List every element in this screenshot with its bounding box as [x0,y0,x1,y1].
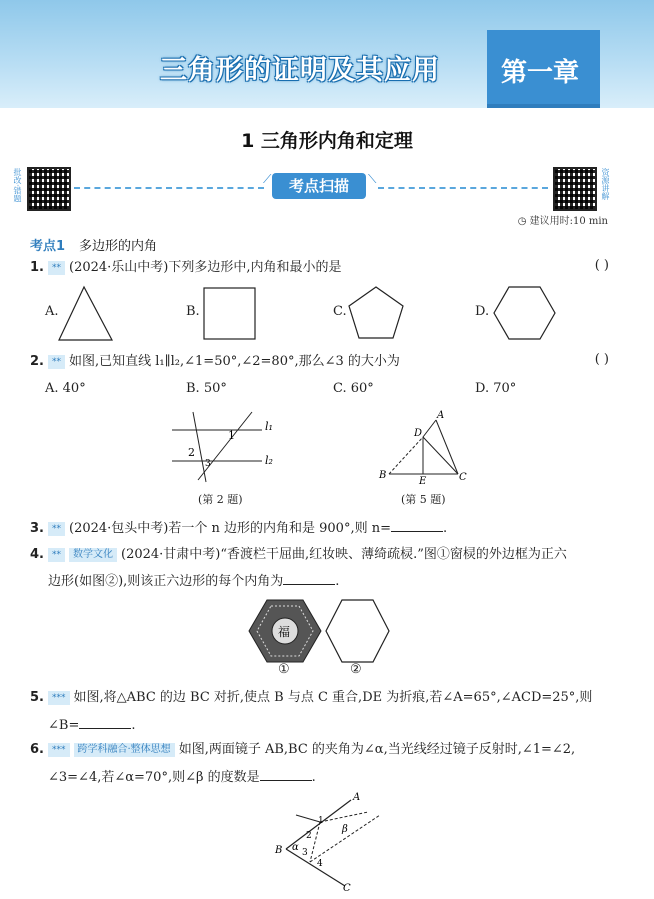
difficulty-stars: *** [48,691,70,705]
label-B: B [379,470,387,481]
label-A: A [437,410,445,421]
option-c: C. 60° [333,381,374,396]
angle-4: 4 [317,859,323,869]
angle-2: 2 [188,446,195,459]
banner-title: 三角形的证明及其应用 [160,55,440,86]
angle-1: 1 [318,816,324,826]
label-img2: ② [350,662,362,677]
label-l1: l₁ [265,420,273,433]
question-1: 1. ** (2024·乐山中考)下列多边形中,内角和最小的是 [30,260,342,275]
chapter-label: 第一章 [501,58,580,88]
option-d: D. [475,304,490,319]
clock-icon: ◷ [517,216,530,227]
label-B: B [275,845,283,856]
label-img1: ① [278,662,290,677]
caption-fig5: (第 5 题) [401,493,446,506]
question-6-line2: ∠3=∠4,若∠α=70°,则∠β 的度数是 . [48,766,316,788]
label-E: E [419,476,427,487]
option-b: B. [186,304,200,319]
difficulty-stars: ** [48,261,65,275]
fu-character: 福 [278,625,291,639]
question-6: 6. *** 跨学科融合·整体思想 如图,两面镜子 AB,BC 的夹角为∠α,当光线经过镜子反射时,∠1=∠2, [30,742,576,757]
topic-tag: 数学文化 [69,548,117,562]
angle-3: 3 [205,459,211,469]
right-side-text: 资源讲解 [601,168,610,200]
option-d: D. 70° [475,381,517,396]
kaodian-label: 考点1 [30,239,66,254]
option-a: A. [45,304,59,319]
difficulty-stars: ** [48,548,65,562]
question-4-line2: 边形(如图②),则该正六边形的每个内角为 . [48,570,339,592]
tick-icon: ⟍ [368,172,377,186]
difficulty-stars: ** [48,522,65,536]
lesson-title: 1 三角形内角和定理 [241,130,413,152]
answer-paren: ( ) [594,352,609,367]
option-c: C. [333,304,347,319]
question-4: 4. ** 数学文化 (2024·甘肃中考)“香渡栏干屈曲,红妆映、薄绮疏棂.”图①窗棂的外边框为正六 [30,547,567,562]
angle-2: 2 [306,831,312,841]
label-C: C [459,472,467,483]
label-l2: l₂ [265,454,273,467]
difficulty-stars: ** [48,355,65,369]
topic-tag: 跨学科融合·整体思想 [74,743,175,757]
option-a: A. 40° [45,381,86,396]
time-note: ◷ 建议用时:10 min [517,216,608,227]
answer-paren: ( ) [594,258,609,273]
option-b: B. 50° [186,381,227,396]
question-2: 2. ** 如图,已知直线 l₁∥l₂,∠1=50°,∠2=80°,那么∠3 的大小为 [30,354,400,369]
caption-fig2: (第 2 题) [198,493,243,506]
angle-3: 3 [302,848,308,858]
label-C: C [343,883,351,894]
angle-beta: β [342,824,348,835]
angle-alpha: α [292,842,299,853]
kaodian-text: 多边形的内角 [79,239,158,254]
section-tag: 考点扫描 [272,173,366,199]
angle-1: 1 [228,429,235,442]
difficulty-stars: *** [48,743,70,757]
question-5: 5. *** 如图,将△ABC 的边 BC 对折,使点 B 与点 C 重合,DE 为折痕,若∠A=65°,∠ACD=25°,则 [30,690,593,705]
label-D: D [414,428,423,439]
tick-icon: ⟋ [263,172,272,186]
label-A: A [353,792,361,803]
question-5-line2: ∠B= . [48,714,135,736]
question-3: 3. ** (2024·包头中考)若一个 n 边形的内角和是 900°,则 n= . [30,517,447,539]
left-side-text: 批改·错题 [13,168,22,203]
